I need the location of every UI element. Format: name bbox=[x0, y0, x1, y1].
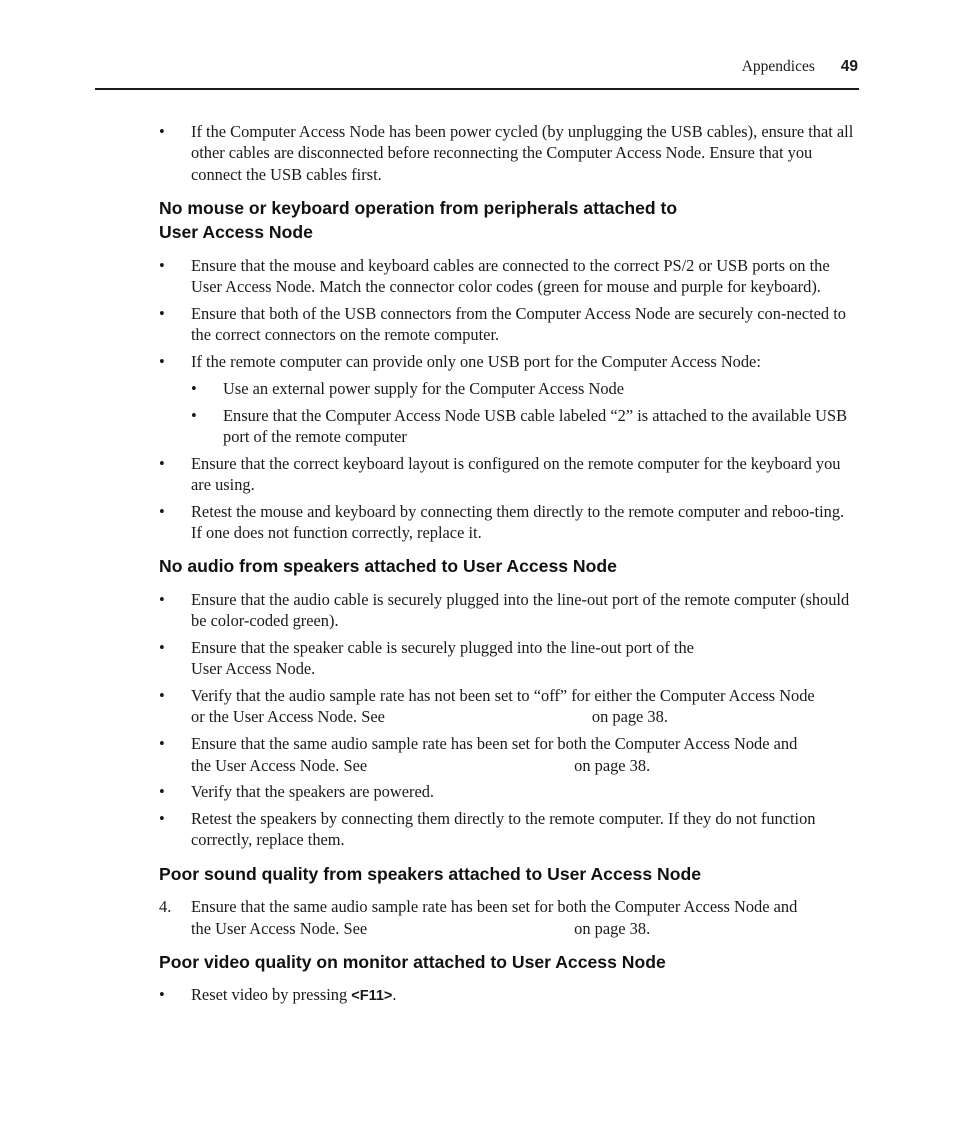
list-item-text: If the Computer Access Node has been power cycled (by unplugging the USB cables), ensure that all other cables are disconnected before reconnecting the Computer Access Node. Ensure that you connect the USB cables first. bbox=[191, 122, 854, 184]
list-item bbox=[159, 984, 859, 1007]
list-item-text: Ensure that the mouse and keyboard cables are connected to the correct PS/2 or USB ports on the User Access Node. Match the connector color codes (green for mouse and purple for keyboard). bbox=[191, 255, 830, 297]
section-heading-video-quality: Poor video quality on monitor attached to User Access Node bbox=[159, 951, 666, 972]
list-item-text-line: Ensure that the same audio sample rate has been set for both the Computer Access Node and bbox=[191, 897, 798, 917]
section-heading-audio: No audio from speakers attached to User Access Node bbox=[159, 556, 617, 577]
bullet-mark: • bbox=[159, 255, 165, 275]
page-body bbox=[159, 121, 859, 1013]
bullet-mark: • bbox=[159, 638, 165, 658]
header-rule bbox=[95, 88, 859, 90]
list-item bbox=[159, 637, 859, 680]
numbered-list-item bbox=[159, 896, 859, 939]
page-reference: on page 38. bbox=[574, 755, 651, 775]
bullet-mark: • bbox=[191, 405, 197, 425]
list-item bbox=[159, 303, 859, 346]
bullet-mark: • bbox=[159, 352, 165, 372]
list-item bbox=[159, 255, 859, 298]
bullet-mark: • bbox=[159, 303, 165, 323]
bullet-mark: • bbox=[159, 734, 165, 754]
bullet-mark: • bbox=[159, 985, 165, 1005]
page-reference: on page 38. bbox=[574, 918, 651, 938]
list-item-text: Reset video by pressing bbox=[191, 985, 352, 1005]
list-item-text: Use an external power supply for the Computer Access Node bbox=[223, 378, 625, 398]
list-item-text-line: or the User Access Node. See bbox=[191, 707, 385, 727]
list-item bbox=[159, 781, 859, 802]
list-item-punctuation: . bbox=[392, 985, 397, 1005]
list-item bbox=[159, 733, 859, 776]
section-heading-mouse-keyboard: No mouse or keyboard operation from peripherals attached to User Access Node bbox=[159, 197, 678, 243]
bullet-mark: • bbox=[159, 686, 165, 706]
list-item bbox=[159, 351, 859, 372]
list-item bbox=[159, 589, 859, 632]
bullet-mark: • bbox=[159, 782, 165, 802]
bullet-mark: • bbox=[159, 589, 165, 609]
list-item-text: If the remote computer can provide only one USB port for the Computer Access Node: bbox=[191, 352, 761, 372]
list-item-text: Ensure that both of the USB connectors from the Computer Access Node are securely con-nected to the correct connectors on the remote computer. bbox=[191, 303, 846, 345]
list-item-text: Ensure that the Computer Access Node USB cable labeled “2” is attached to the available USB port of the remote computer bbox=[223, 405, 848, 446]
list-item-text-line: User Access Node. bbox=[191, 659, 316, 679]
running-header bbox=[95, 58, 858, 80]
list-item-text-line: Ensure that the same audio sample rate has been set for both the Computer Access Node and bbox=[191, 734, 798, 754]
list-item bbox=[159, 453, 859, 496]
header-page-number: 49 bbox=[840, 58, 858, 75]
bullet-mark: • bbox=[191, 378, 197, 398]
list-item-text-line: the User Access Node. See bbox=[191, 918, 368, 938]
header-section-title: Appendices bbox=[741, 58, 815, 75]
list-item-text: Retest the speakers by connecting them directly to the remote computer. If they do not function correctly, replace them. bbox=[191, 809, 816, 850]
list-item-text-line: Ensure that the speaker cable is securely plugged into the line-out port of the bbox=[191, 638, 694, 658]
sub-list-item bbox=[191, 405, 859, 448]
list-item-text: Verify that the speakers are powered. bbox=[191, 782, 435, 802]
list-item-text-line: Verify that the audio sample rate has not been set to “off” for either the Computer Access Node bbox=[191, 686, 815, 706]
section-heading-sound-quality: Poor sound quality from speakers attached to User Access Node bbox=[159, 863, 701, 884]
list-item bbox=[159, 685, 859, 728]
list-item-text: Ensure that the correct keyboard layout is configured on the remote computer for the keyboard you are using. bbox=[191, 453, 841, 495]
key-shortcut: <F11> bbox=[351, 988, 393, 1005]
item-number: 4. bbox=[159, 897, 172, 917]
list-item-text: Ensure that the audio cable is securely plugged into the line-out port of the remote computer (should be color-coded green). bbox=[191, 589, 850, 631]
page-reference: on page 38. bbox=[591, 707, 668, 727]
list-item bbox=[159, 808, 859, 851]
list-item bbox=[159, 501, 859, 544]
list-item-text-line: the User Access Node. See bbox=[191, 755, 368, 775]
list-item-text: Retest the mouse and keyboard by connecting them directly to the remote computer and reboo-ting. If one does not function correctly, replace it. bbox=[191, 501, 845, 543]
bullet-mark: • bbox=[159, 122, 165, 141]
bullet-mark: • bbox=[159, 453, 165, 473]
bullet-mark: • bbox=[159, 809, 165, 829]
sub-list-item bbox=[191, 378, 859, 399]
bullet-mark: • bbox=[159, 501, 165, 521]
list-item bbox=[159, 121, 859, 185]
